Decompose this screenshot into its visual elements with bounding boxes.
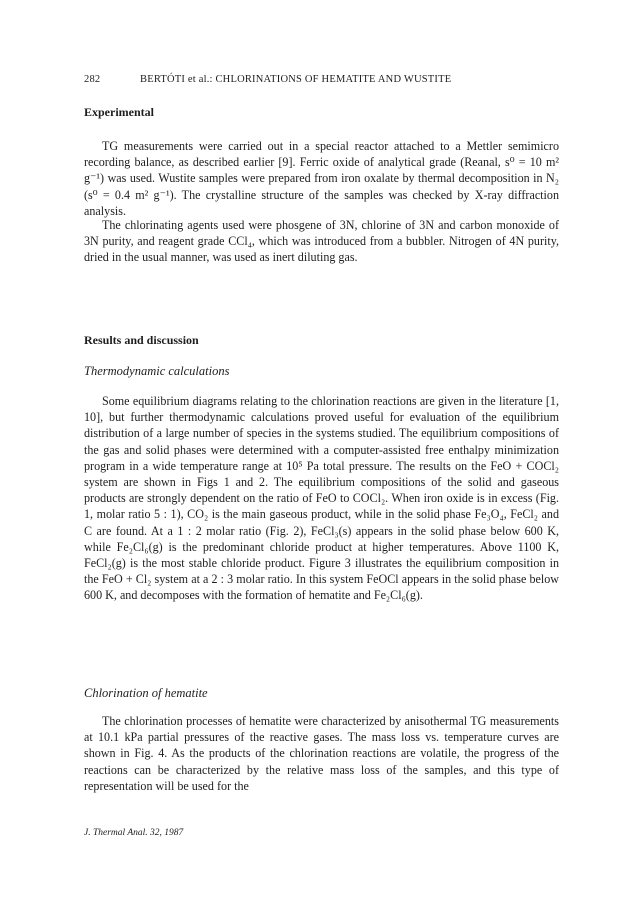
paragraph-thermodynamic: Some equilibrium diagrams relating to the chlorination reactions are given in the literature [1, 10], but further thermodynamic calculations proved useful for evaluation of the equilibrium distribution of a large number of species in the systems studied. The equilibrium compositions of the gas and solid phases were determined with a computer-assisted free enthalpy minimization program in a wide temperature range at 10⁵ Pa total pressure. The results on the FeO + COCl₂ system are shown in Figs 1 and 2. The equilibrium compositions of the solid and gaseous products are strongly dependent on the ratio of FeO to COCl₂. When iron oxide is in excess (Fig. 1, molar ratio 5 : 1), CO₂ is the main gaseous product, while in the solid phase Fe₃O₄, FeCl₂ and C are found. At a 1 : 2 molar ratio (Fig. 2), FeCl₃(s) appears in the solid phase below 600 K, while Fe₂Cl₆(g) is the predominant chloride product at higher temperatures. Above 1100 K, FeCl₂(g) is the most stable chloride product. Figure 3 illustrates the equilibrium composition in the FeO + Cl₂ system at a 2 : 3 molar ratio. In this system FeOCl appears in the solid phase below 600 K, and decomposes with the formation of hematite and Fe₂Cl₆(g). <box>84 394 559 603</box>
paragraph-experimental-1: TG measurements were carried out in a special reactor attached to a Mettler semimicro recording balance, as described earlier [9]. Ferric oxide of analytical grade (Reanal, s⁰ = 10 m² g⁻¹) was used. Wustite samples were prepared from iron oxalate by thermal decomposition in N₂ (s⁰ = 0.4 m² g⁻¹). The crystalline structure of the samples was checked by X-ray diffraction analysis. <box>84 139 559 218</box>
page-number: 282 <box>84 74 101 85</box>
subheading-thermodynamic: Thermodynamic calculations <box>84 364 230 378</box>
journal-footer: J. Thermal Anal. 32, 1987 <box>84 828 184 838</box>
paragraph-hematite: The chlorination processes of hematite were characterized by anisothermal TG measurements at 10.1 kPa partial pressures of the reactive gases. The mass loss vs. temperature curves are shown in Fig. 4. As the products of the chlorination reactions are volatile, the progress of the reactions can be characterized by the relative mass loss of the samples, and this type of representation will be used for the <box>84 714 559 793</box>
running-title: BERTÓTI et al.: CHLORINATIONS OF HEMATITE AND WUSTITE <box>140 74 452 85</box>
paragraph-experimental-2: The chlorinating agents used were phosgene of 3N, chlorine of 3N and carbon monoxide of 3N purity, and reagent grade CCl₄, which was introduced from a bubbler. Nitrogen of 4N purity, dried in the usual manner, was used as inert diluting gas. <box>84 218 559 265</box>
section-heading-results: Results and discussion <box>84 333 199 347</box>
running-header <box>84 74 564 85</box>
section-heading-experimental: Experimental <box>84 105 154 119</box>
subheading-hematite: Chlorination of hematite <box>84 686 208 700</box>
